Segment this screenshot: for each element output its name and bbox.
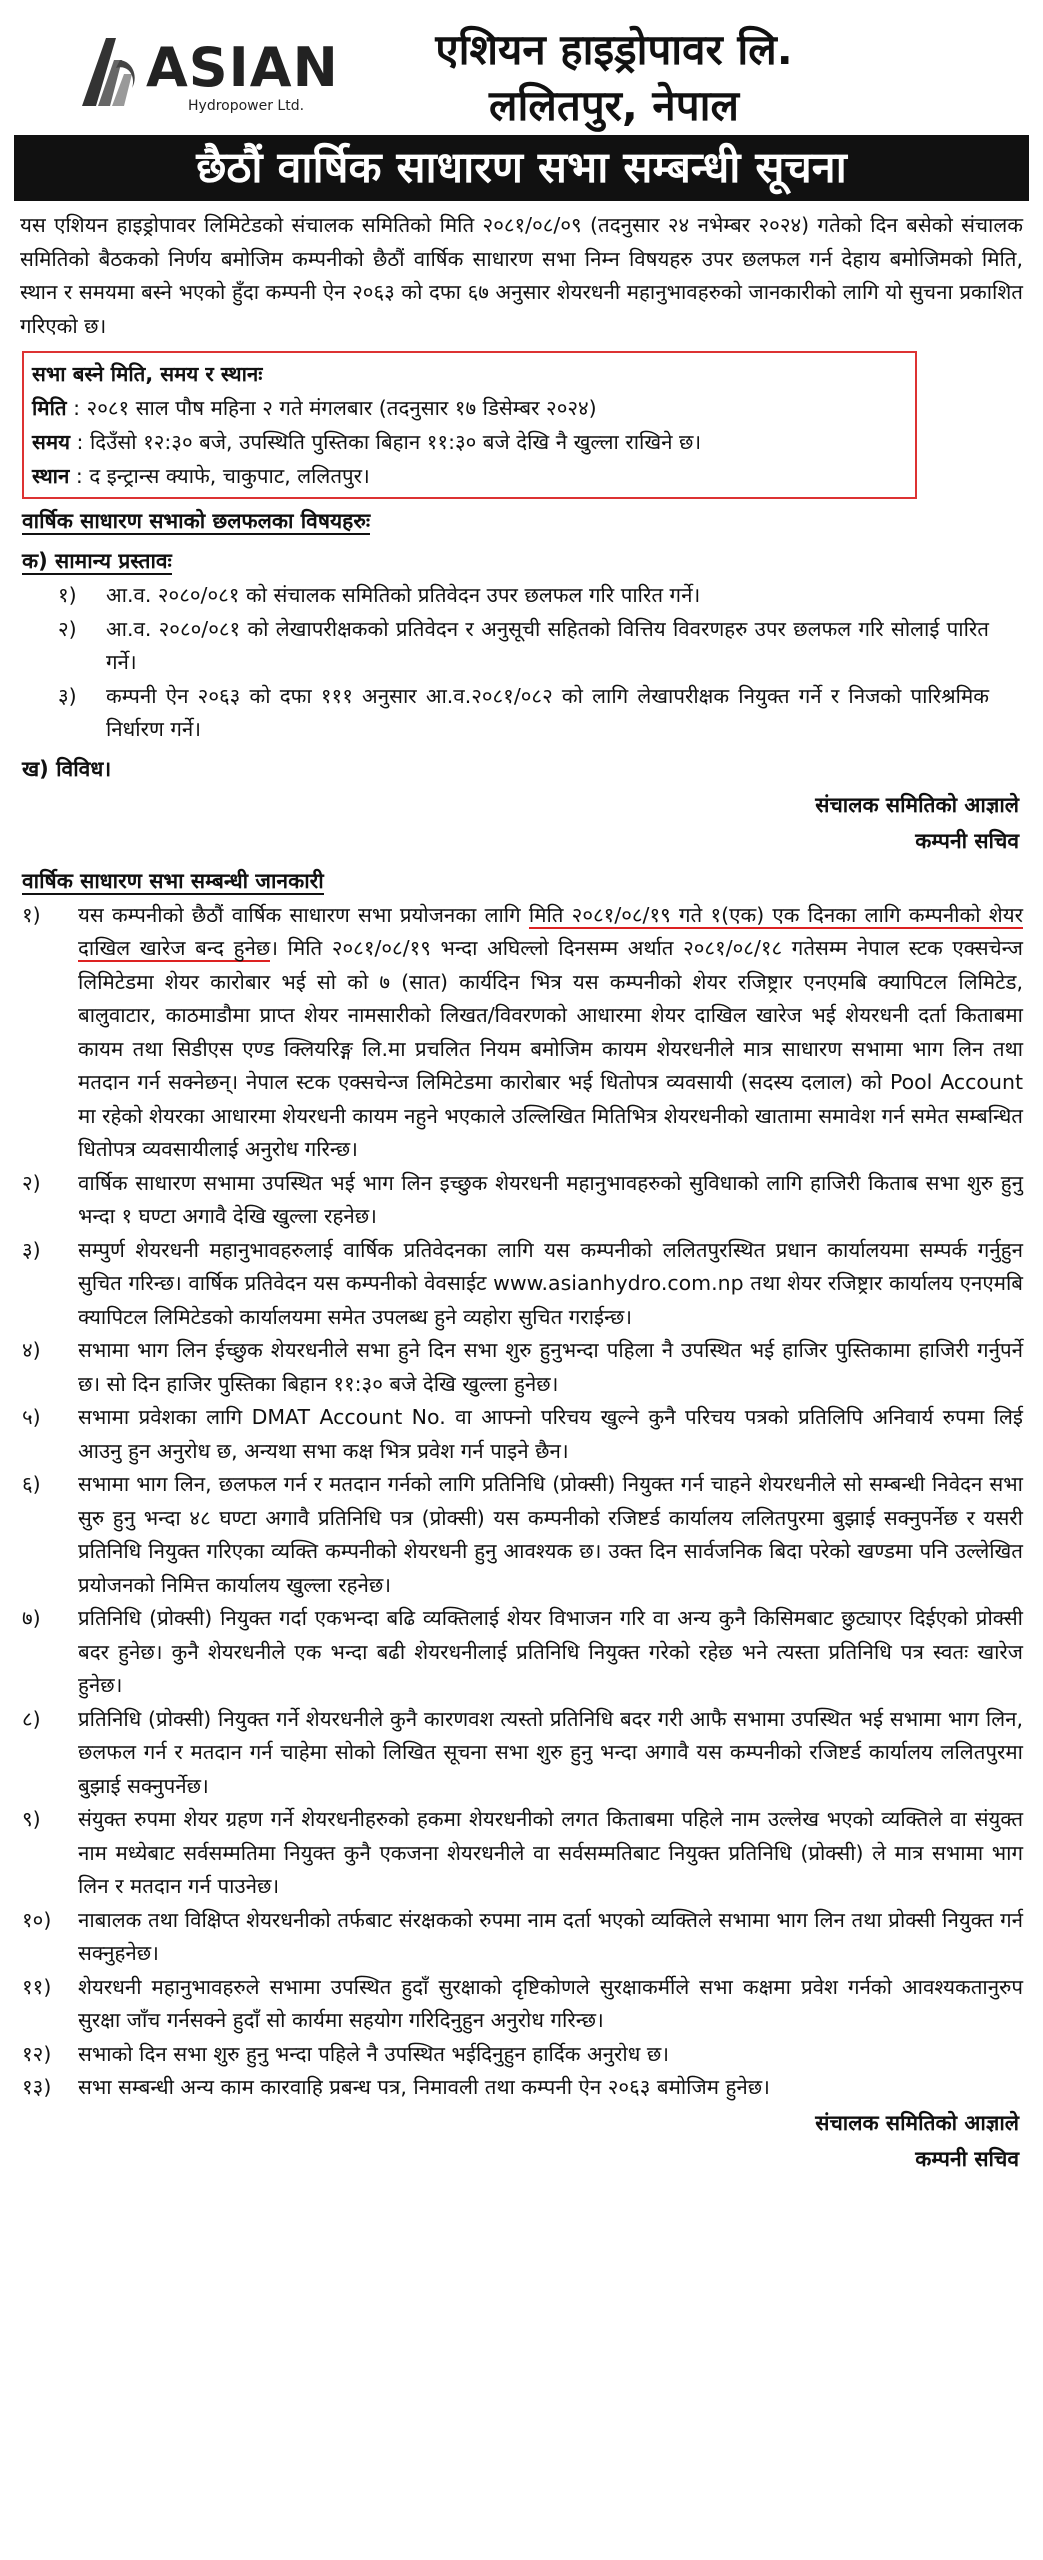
time-label: समय [32, 430, 71, 454]
intro-text: यस एशियन हाइड्रोपावर लिमिटेडको संचालक समितिको मिति २०८१/०८/०९ (तदनुसार २४ नभेम्बर २०२४) गतेको दिन बसेको संचालक समितिको बैठकको निर्णय बमोजिम कम्पनीको छैठौं वार्षिक साधारण सभा निम्न विषयहरु उपर छलफल गर्न देहाय बमोजिमको मिति, स्थान र समयमा बस्ने भएको हुँदा कम्पनी ऐन २०६३ को दफा ६७ अनुसार शेयरधनी महानुभावहरुको जानकारीको लागि यो सुचना प्रकाशित गरिएको छ। [20, 213, 1023, 338]
item-text: संयुक्त रुपमा शेयर ग्रहण गर्ने शेयरधनीहरुको हकमा शेयरधनीको लगत किताबमा पहिले नाम उल्लेख भएको व्यक्तिले वा संयुक्त नाम मध्येबाट सर्वसम्मतिमा नियुक्त कुनै एकजना शेयरधनीले वा सर्वसम्मतिबाट नियुक्त प्रतिनिधि (प्रोक्सी) ले मात्र सभामा भाग लिन र मतदान गर्न पाउनेछ। [78, 1807, 1023, 1898]
list-item [14, 1167, 1023, 1234]
list-item [14, 680, 989, 747]
meeting-heading [32, 357, 907, 391]
info-heading [22, 863, 1021, 899]
item-text: प्रतिनिधि (प्रोक्सी) नियुक्त गर्ने शेयरधनीले कुनै कारणवश त्यस्तो प्रतिनिधि बदर गरी आफै सभामा उपस्थित भई सभामा भाग लिन, छलफल गर्न र मतदान गर्न चाहेमा सोको लिखित सूचना सभा शुरु हुनु भन्दा अगावै यस कम्पनीको रजिष्टर्ड कार्यालय ललितपुरमा बुझाई सक्नुपर्नेछ। [78, 1706, 1023, 1798]
list-item [14, 1803, 1023, 1904]
company-name: एशियन हाइड्रोपावर लि. [435, 25, 793, 74]
misc-heading: ख) विविध। [22, 756, 112, 781]
item-number: १२) [22, 2041, 52, 2066]
place-value: : द इन्ट्रान्स क्याफे, चाकुपाट, ललितपुर। [75, 464, 370, 488]
company-logo [76, 28, 339, 118]
item-number: ७) [22, 1606, 41, 1630]
item-text: नाबालक तथा विक्षिप्त शेयरधनीको तर्फबाट संरक्षकको रुपमा नाम दर्ता भएको व्यक्तिले सभामा भाग लिन तथा प्रोक्सी नियुक्त गर्न सक्नुहनेछ। [78, 1907, 1023, 1965]
item-text: सभाको दिन सभा शुरु हुनु भन्दा पहिले नै उपस्थित भईदिनुहुन हार्दिक अनुरोध छ। [78, 2041, 669, 2066]
item-number: ६) [22, 1472, 41, 1496]
meeting-place [32, 459, 907, 493]
item-text: सभा सम्बन्धी अन्य काम कारवाहि प्रबन्ध पत्र, निमावली तथा कम्पनी ऐन २०६३ बमोजिम हुनेछ। [78, 2075, 770, 2099]
info-heading-text: वार्षिक साधारण सभा सम्बन्धी जानकारी [22, 868, 324, 893]
item-number: ३) [58, 683, 77, 708]
list-item [14, 2038, 1023, 2072]
item-text: वार्षिक साधारण सभामा उपस्थित भई भाग लिन इच्छुक शेयरधनी महानुभावहरुको सुविधाको लागि हाजिरी किताब सभा शुरु हुनु भन्दा १ घण्टा अगावै देखि खुल्ला रहनेछ। [78, 1170, 1023, 1228]
signature-line-1: संचालक समितिको आज्ञाले [815, 792, 1019, 817]
list-item [14, 1602, 1023, 1703]
meeting-date [32, 391, 907, 425]
item-text-a: यस कम्पनीको छैठौं वार्षिक साधारण सभा प्रयोजनका लागि [78, 902, 529, 927]
list-item [14, 1401, 1023, 1468]
meeting-details-box [22, 351, 917, 499]
list-item [14, 2071, 1023, 2105]
agenda-heading-text: वार्षिक साधारण सभाको छलफलका विषयहरुः [22, 509, 371, 533]
agenda-list [14, 579, 1029, 747]
company-heading [404, 22, 824, 134]
logo-name: ASIAN [146, 36, 339, 99]
date-label: मिति [32, 396, 67, 420]
logo-subtitle: Hydropower Ltd. [188, 98, 305, 114]
item-text: प्रतिनिधि (प्रोक्सी) नियुक्त गर्दा एकभन्दा बढि व्यक्तिलाई शेयर विभाजन गरि वा अन्य कुनै किसिमबाट छुट्याएर दिईएको प्रोक्सी बदर हुनेछ। कुनै शेयरधनीले एक भन्दा बढी शेयरधनीलाई प्रतिनिधि नियुक्त गरेको रहेछ भने त्यस्ता प्रतिनिधि पत्र स्वतः खारेज हुनेछ। [78, 1606, 1023, 1697]
item-number: ९) [22, 1807, 41, 1831]
notice-title: छैठौं वार्षिक साधारण सभा सम्बन्धी सूचना [14, 135, 1029, 201]
meeting-time [32, 425, 907, 459]
signature-line-2: कम्पनी सचिव [915, 828, 1019, 853]
signature-block [14, 787, 1019, 859]
item-text-highlight: मिति २०८१/०८/१९ गते १(एक) एक दिनका लागि कम्पनीको शेयर दाखिल खारेज बन्द हुनेछ [78, 902, 1023, 960]
item-text: आ.व. २०८०/०८१ को लेखापरीक्षकको प्रतिवेदन र अनुसूची सहितको वित्तिय विवरणहरु उपर छलफल गरि सोलाई पारित गर्ने। [106, 616, 989, 674]
item-text: कम्पनी ऐन २०६३ को दफा १११ अनुसार आ.व.२०८१/०८२ को लागि लेखापरीक्षक नियुक्त गर्ने र निजको पारिश्रमिक निर्धारण गर्ने। [106, 683, 989, 741]
item-number: १०) [22, 1907, 52, 1932]
list-item [14, 1234, 1023, 1335]
item-number: १) [58, 583, 77, 607]
general-proposal-heading-text: क) सामान्य प्रस्तावः [22, 549, 172, 573]
item-number: ४) [22, 1338, 41, 1362]
company-location: ललितपुर, नेपाल [489, 81, 739, 130]
item-text: सभामा भाग लिन, छलफल गर्न र मतदान गर्नको लागि प्रतिनिधि (प्रोक्सी) नियुक्त गर्न चाहने शेयरधनीले सो सम्बन्धी निवेदन सभा सुरु हुनु भन्दा ४८ घण्टा अगावै प्रतिनिधि पत्र (प्रोक्सी) यस कम्पनीको रजिष्टर्ड कार्यालय ललितपुरमा बुझाई सक्नुपर्नेछ र यसरी प्रतिनिधि नियुक्त गरिएका व्यक्ति कम्पनीको शेयरधनी हुनु आवश्यक छ। उक्त दिन सार्वजनिक बिदा परेको खण्डमा पनि उल्लेखित प्रयोजनको निमित्त कार्यालय खुल्ला रहनेछ। [78, 1472, 1023, 1597]
info-list [14, 899, 1029, 2105]
signature-line-2: कम्पनी सचिव [915, 2146, 1019, 2171]
list-item [14, 899, 1023, 1167]
list-item [14, 1971, 1023, 2038]
meeting-heading-text: सभा बस्ने मिति, समय र स्थानः [32, 362, 263, 386]
signature-block-final [14, 2105, 1019, 2177]
item-text-c: । मिति २०८१/०८/१९ भन्दा अघिल्लो दिनसम्म अर्थात २०८१/०८/१८ गतेसम्म नेपाल स्टक एक्सचेन्ज लिमिटेडमा शेयर कारोबार भई सो को ७ (सात) कार्यदिन भित्र यस कम्पनीको शेयर रजिष्ट्रार एनएमबि क्यापिटल लिमिटेड, बालुवाटार, काठमाडौमा प्राप्त शेयर नामसारीको लिखत/विवरणको आधारमा शेयर दाखिल खारेज भई शेयरधनी दर्ता किताबमा कायम तथा सिडीएस एण्ड क्लियरिङ्ग लि.मा प्रचलित नियम बमोजिम कायम शेयरधनीले मात्र साधारण सभामा भाग लिन तथा मतदान गर्न सक्नेछन्। नेपाल स्टक एक्सचेन्ज लिमिटेडमा कारोबार भई धितोपत्र व्यवसायी (सदस्य दलाल) को Pool Account मा रहेको शेयरका आधारमा शेयरधनी कायम नहुने भएकाले उल्लिखित मितिभित्र शेयरधनीको खातामा समावेश गर्न समेत सम्बन्धित धितोपत्र व्यवसायीलाई अनुरोध गरिन्छ। [78, 936, 1023, 1161]
item-text: आ.व. २०८०/०८१ को संचालक समितिको प्रतिवेदन उपर छलफल गरि पारित गर्ने। [106, 583, 701, 607]
item-number: १) [22, 902, 41, 927]
item-number: २) [58, 616, 77, 641]
header [14, 0, 1029, 135]
signature-line-1: संचालक समितिको आज्ञाले [815, 2110, 1019, 2135]
item-number: ३) [22, 1237, 41, 1262]
list-item [14, 1468, 1023, 1602]
item-number: ११) [22, 1974, 52, 1999]
item-text: सभामा प्रवेशका लागि DMAT Account No. वा आफ्नो परिचय खुल्ने कुनै परिचय पत्रको प्रतिलिपि अनिवार्य रुपमा लिई आउनु हुन अनुरोध छ, अन्यथा सभा कक्ष भित्र प्रवेश गर्न पाइने छैन। [78, 1405, 1023, 1463]
intro-paragraph [20, 209, 1023, 343]
agenda-heading [22, 503, 1021, 539]
list-item [14, 613, 989, 680]
general-proposal-heading [22, 543, 1021, 579]
item-text: शेयरधनी महानुभावहरुले सभामा उपस्थित हुदाँ सुरक्षाको दृष्टिकोणले सुरक्षाकर्मीले सभा कक्षमा प्रवेश गर्नको आवश्यकतानुरुप सुरक्षा जाँच गर्नसक्ने हुदाँ सो कार्यमा सहयोग गरिदिनुहुन अनुरोध गरिन्छ। [78, 1974, 1023, 2032]
item-number: १३) [22, 2075, 52, 2099]
item-text: सभामा भाग लिन ईच्छुक शेयरधनीले सभा हुने दिन सभा शुरु हुनुभन्दा पहिला नै उपस्थित भई हाजिर पुस्तिकामा हाजिरी गर्नुपर्ने छ। सो दिन हाजिर पुस्तिका बिहान ११:३० बजे देखि खुल्ला हुनेछ। [78, 1338, 1023, 1396]
list-item [14, 1703, 1023, 1804]
date-value: : २०८१ साल पौष महिना २ गते मंगलबार (तदनुसार १७ डिसेम्बर २०२४) [73, 396, 597, 420]
logo-mark-icon [76, 28, 142, 112]
time-value: : दिउँसो १२:३० बजे, उपस्थिति पुस्तिका बिहान ११:३० बजे देखि नै खुल्ला राखिने छ। [76, 430, 702, 454]
place-label: स्थान [32, 464, 70, 488]
item-number: २) [22, 1170, 41, 1195]
list-item [14, 579, 989, 613]
item-text: सम्पुर्ण शेयरधनी महानुभावहरुलाई वार्षिक प्रतिवेदनका लागि यस कम्पनीको ललितपुरस्थित प्रधान कार्यालयमा सम्पर्क गर्नुहुन सुचित गरिन्छ। वार्षिक प्रतिवेदन यस कम्पनीको वेवसाईट www.asianhydro.com.np तथा शेयर रजिष्ट्रार कार्यालय एनएमबि क्यापिटल लिमिटेडको कार्यालयमा समेत उपलब्ध हुने व्यहोरा सुचित गराईन्छ। [78, 1237, 1023, 1329]
item-number: ८) [22, 1706, 41, 1731]
list-item [14, 1334, 1023, 1401]
list-item [14, 1904, 1023, 1971]
item-number: ५) [22, 1405, 41, 1429]
